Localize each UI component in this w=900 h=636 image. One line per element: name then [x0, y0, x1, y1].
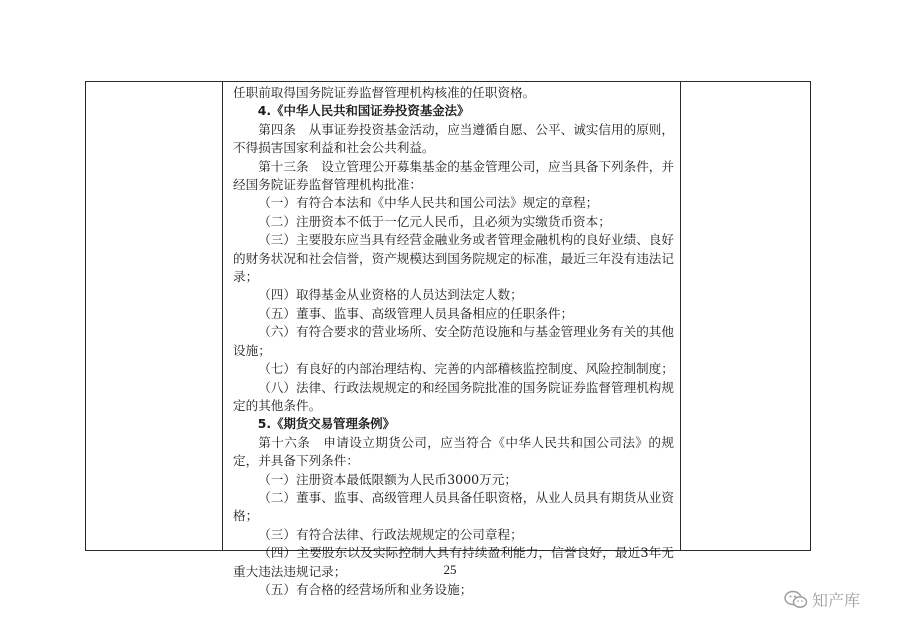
watermark: [784, 588, 860, 611]
paragraph: （一）有符合本法和《中华人民共和国公司法》规定的章程；: [258, 195, 599, 211]
wechat-icon: [784, 590, 808, 610]
paragraph: （六）有符合要求的营业场所、安全防范设施和与基金管理业务有关的其他设施；: [233, 324, 674, 358]
table-row: [86, 82, 811, 551]
paragraph: （五）有合格的经营场所和业务设施；: [258, 581, 473, 597]
paragraph: 第四条 从事证券投资基金活动，应当遵循自愿、公平、诚实信用的原则，不得损害国家利益和社会公共利益。: [233, 121, 674, 156]
paragraph: （四）主要股东以及实际控制人具有持续盈利能力，信誉良好，最近3年无重大违法违规记录；: [233, 545, 674, 579]
paragraph: （八）法律、行政法规规定的和经国务院批准的国务院证券监督管理机构规定的其他条件。: [233, 379, 674, 413]
left-column-cell: [86, 82, 223, 551]
paragraph: 任职前取得国务院证券监督管理机构核准的任职资格。: [233, 85, 536, 100]
watermark-text: 知产库: [811, 591, 860, 610]
paragraph: 第十三条 设立管理公开募集基金的基金管理公司，应当具备下列条件，并经国务院证券监督管理机构批准：: [233, 158, 674, 193]
page-number: 25: [443, 562, 457, 577]
paragraph: （四）取得基金从业资格的人员达到法定人数；: [258, 287, 523, 303]
paragraph: （二）注册资本不低于一亿元人民币，且必须为实缴货币资本；: [258, 213, 611, 229]
paragraph: （七）有良好的内部治理结构、完善的内部稽核监控制度、风险控制制度；: [258, 361, 674, 377]
paragraph: 第十六条 申请设立期货公司，应当符合《中华人民共和国公司法》的规定，并具备下列条件：: [233, 434, 674, 469]
right-column-cell: [681, 82, 811, 551]
paragraph: （五）董事、监事、高级管理人员具备相应的任职条件；: [258, 305, 574, 321]
paragraph: （一）注册资本最低限额为人民币3000万元；: [258, 471, 517, 487]
section-heading: 4.《中华人民共和国证券投资基金法》: [257, 103, 470, 119]
section-heading: 5.《期货交易管理条例》: [257, 416, 396, 432]
paragraph: （三）有符合法律、行政法规规定的公司章程；: [258, 526, 523, 542]
paragraph: （三）主要股东应当具有经营金融业务或者管理金融机构的良好业绩、良好的财务状况和社会信誉，资产规模达到国务院规定的标准，最近三年没有违法记录；: [233, 232, 674, 285]
paragraph: （二）董事、监事、高级管理人员具备任职资格，从业人员具有期货从业资格；: [233, 489, 674, 524]
